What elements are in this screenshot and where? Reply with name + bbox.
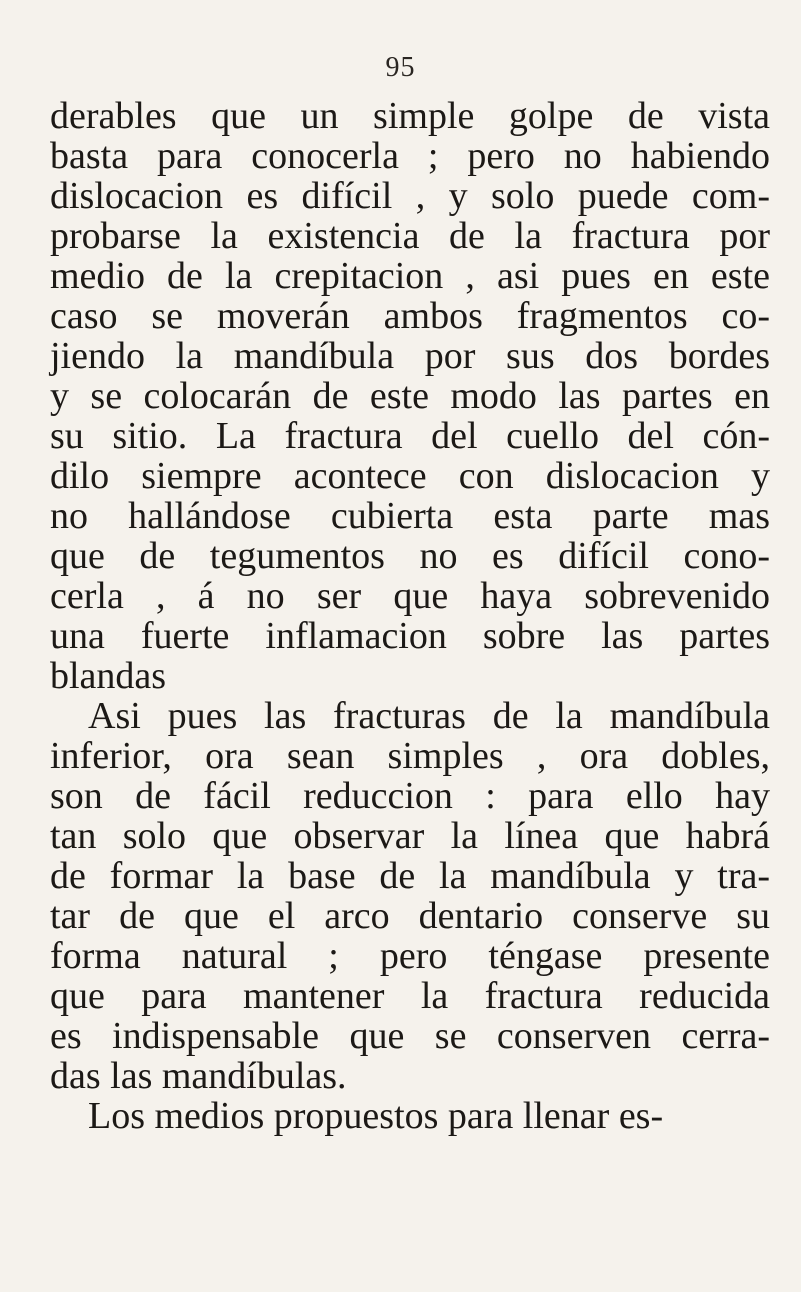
text-line: su sitio. La fractura del cuello del cón- [50,415,770,457]
text-line: derables que un simple golpe de vista [50,95,770,137]
text-line: tar de que el arco dentario conserve su [50,895,770,937]
body-text [50,96,770,1136]
text-line: no hallándose cubierta esta parte mas [50,495,770,537]
text-line: que para mantener la fractura reducida [50,975,770,1017]
text-line: caso se moverán ambos fragmentos co- [50,295,770,337]
text-line: inferior, ora sean simples , ora dobles, [50,735,770,777]
text-line: es indispensable que se conserven cerra- [50,1015,770,1057]
paragraph-start-line: Asi pues las fracturas de la mandíbula [88,695,770,737]
text-line: forma natural ; pero téngase presente [50,935,770,977]
text-line: medio de la crepitacion , asi pues en este [50,255,770,297]
text-line: tan solo que observar la línea que habrá [50,815,770,857]
text-line: probarse la existencia de la fractura por [50,215,770,257]
text-line: son de fácil reduccion : para ello hay [50,775,770,817]
paragraph-start-line: Los medios propuestos para llenar es- [88,1095,664,1137]
page-number: 95 [385,52,416,83]
paragraph-end-line: das las mandíbulas. [50,1055,347,1097]
text-line: que de tegumentos no es difícil cono- [50,535,770,577]
text-line: y se colocarán de este modo las partes en [50,375,770,417]
text-line: jiendo la mandíbula por sus dos bordes [50,335,770,377]
text-line: dilo siempre acontece con dislocacion y [50,455,770,497]
text-line: dislocacion es difícil , y solo puede com- [50,175,770,217]
text-line: de formar la base de la mandíbula y tra- [50,855,770,897]
paragraph-end-line: blandas [50,655,167,697]
text-line: cerla , á no ser que haya sobrevenido [50,575,770,617]
text-line: basta para conocerla ; pero no habiendo [50,135,770,177]
text-line: una fuerte inflamacion sobre las partes [50,615,770,657]
